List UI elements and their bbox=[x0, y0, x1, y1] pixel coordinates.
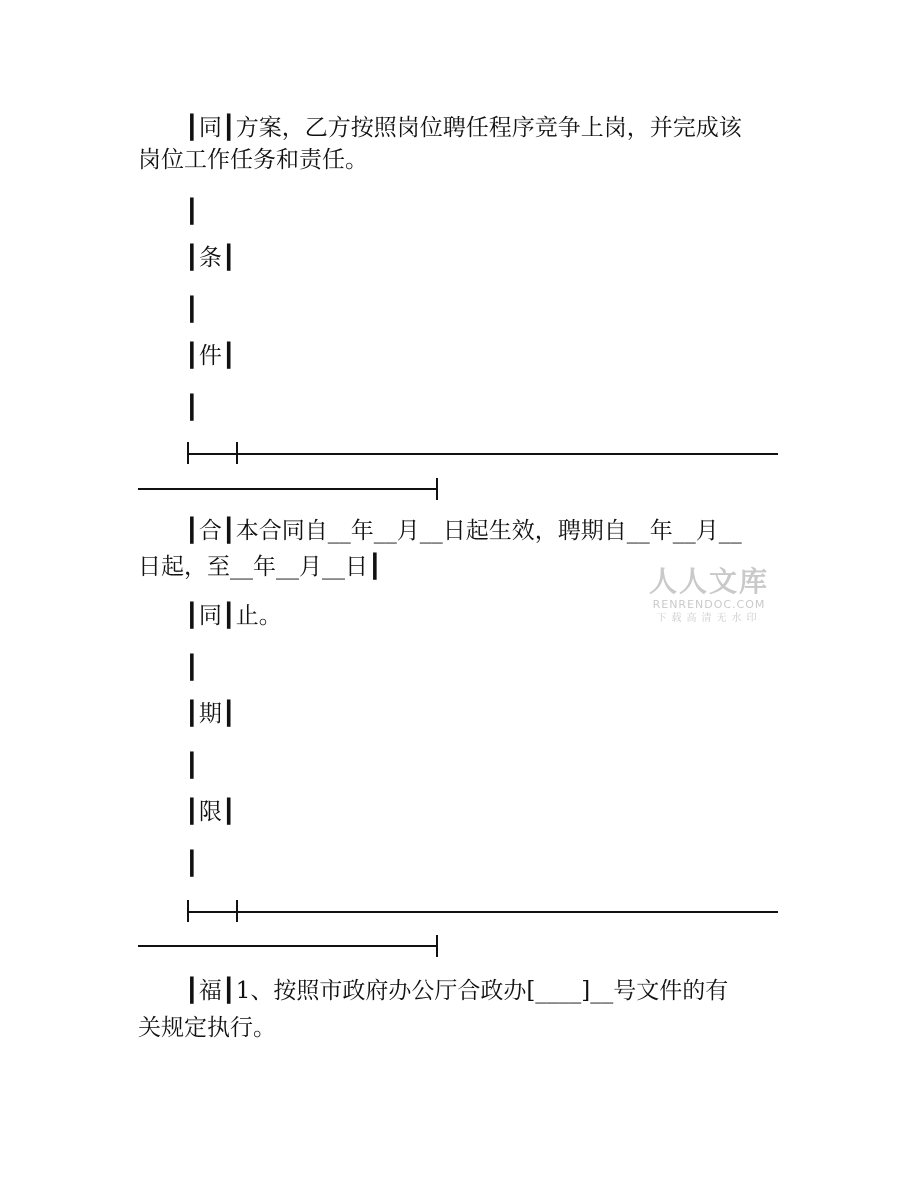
table-border-tick bbox=[436, 478, 438, 500]
text-line-13: ┃ bbox=[185, 753, 199, 779]
text-line-1: ┃同┃方案，乙方按照岗位聘任程序竞争上岗，并完成该 bbox=[185, 115, 742, 141]
table-border-line bbox=[138, 488, 438, 490]
watermark-title: 人人文库 bbox=[648, 565, 769, 598]
text-line-12: ┃期┃ bbox=[185, 701, 236, 727]
text-line-6: ┃件┃ bbox=[185, 343, 236, 369]
watermark bbox=[645, 566, 773, 626]
text-line-4: ┃条┃ bbox=[185, 245, 236, 271]
text-line-7: ┃ bbox=[185, 395, 199, 421]
text-line-9: 日起，至__年__月__日┃ bbox=[138, 554, 382, 580]
watermark-slogan: 下载高清无水印 bbox=[656, 613, 762, 624]
text-line-10: ┃同┃止。 bbox=[185, 603, 282, 629]
text-line-8: ┃合┃本合同自__年__月__日起生效，聘期自__年__月__ bbox=[185, 518, 742, 544]
text-line-17: 关规定执行。 bbox=[138, 1015, 276, 1041]
watermark-domain: RENRENDOC.COM bbox=[652, 598, 766, 611]
table-border-line bbox=[138, 945, 438, 947]
text-line-16: ┃福┃1、按照市政府办公厅合政办[____]__号文件的有 bbox=[185, 978, 729, 1004]
text-line-14: ┃限┃ bbox=[185, 799, 236, 825]
text-line-11: ┃ bbox=[185, 655, 199, 681]
table-border-tick bbox=[436, 935, 438, 957]
text-line-2: 岗位工作任务和责任。 bbox=[138, 147, 368, 173]
text-line-15: ┃ bbox=[185, 851, 199, 877]
table-border-line bbox=[188, 453, 778, 455]
text-line-5: ┃ bbox=[185, 297, 199, 323]
table-border-line bbox=[188, 911, 778, 913]
text-line-3: ┃ bbox=[185, 199, 199, 225]
